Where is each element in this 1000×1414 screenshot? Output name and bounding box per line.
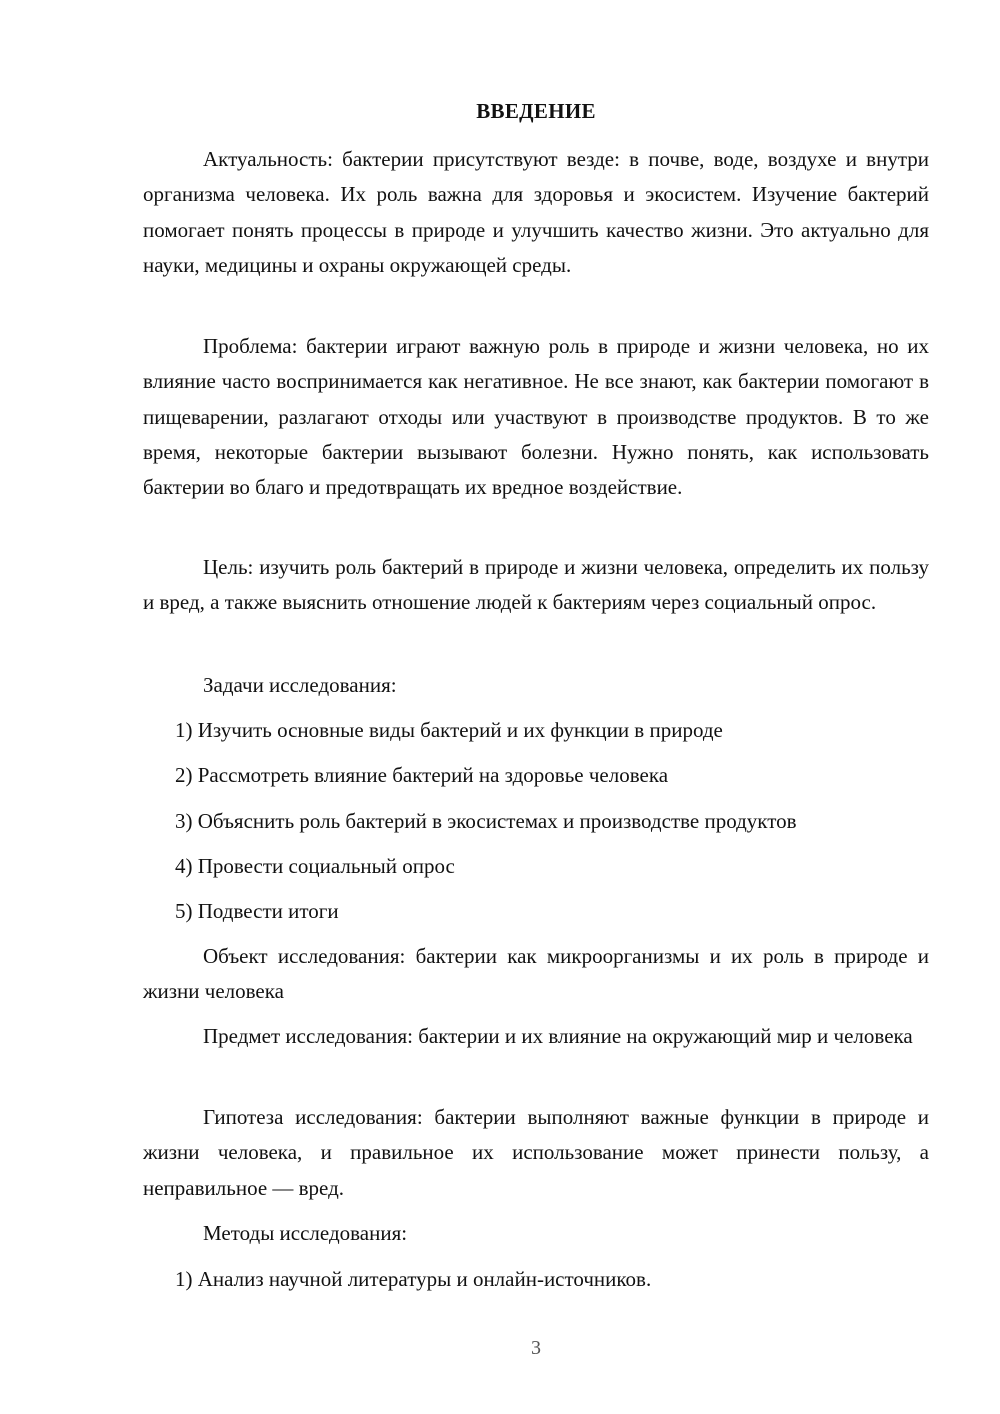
method-item: 1) Анализ научной литературы и онлайн-источников. <box>175 1267 652 1291</box>
task-item: 2) Рассмотреть влияние бактерий на здоровье человека <box>175 763 669 787</box>
goal-paragraph: Цель: изучить роль бактерий в природе и жизни человека, определить их пользу и вред, а также выяснить отношение людей к бактериям через социальный опрос. <box>143 555 929 615</box>
tasks-heading: Задачи исследования: <box>203 673 397 697</box>
subject-paragraph: Предмет исследования: бактерии и их влияние на окружающий мир и человека <box>203 1024 913 1048</box>
methods-heading: Методы исследования: <box>203 1221 408 1245</box>
task-item: 3) Объяснить роль бактерий в экосистемах и производстве продуктов <box>175 809 797 833</box>
problem-paragraph: Проблема: бактерии играют важную роль в природе и жизни человека, но их влияние часто воспринимается как негативное. Не все знают, как бактерии помогают в пищеварении, разлагают отходы или участвуют в производстве продуктов. В то же время, некоторые бактерии вызывают болезни. Нужно понять, как использовать бактерии во благо и предотвращать их вредное воздействие. <box>143 334 929 500</box>
task-item: 4) Провести социальный опрос <box>175 854 455 878</box>
page-number: 3 <box>531 1337 541 1359</box>
task-item: 1) Изучить основные виды бактерий и их функции в природе <box>175 718 723 742</box>
relevance-paragraph: Актуальность: бактерии присутствуют везде: в почве, воде, воздухе и внутри организма человека. Их роль важна для здоровья и экосистем. Изучение бактерий помогает понять процессы в природе и улучшить качество жизни. Это актуально для науки, медицины и охраны окружающей среды. <box>143 147 929 277</box>
object-paragraph: Объект исследования: бактерии как микроорганизмы и их роль в природе и жизни человека <box>143 944 929 1004</box>
task-item: 5) Подвести итоги <box>175 899 339 923</box>
hypothesis-paragraph: Гипотеза исследования: бактерии выполняют важные функции в природе и жизни человека, и правильное их использование может принести пользу, а неправильное — вред. <box>143 1105 929 1200</box>
page-title: ВВЕДЕНИЕ <box>476 99 596 123</box>
